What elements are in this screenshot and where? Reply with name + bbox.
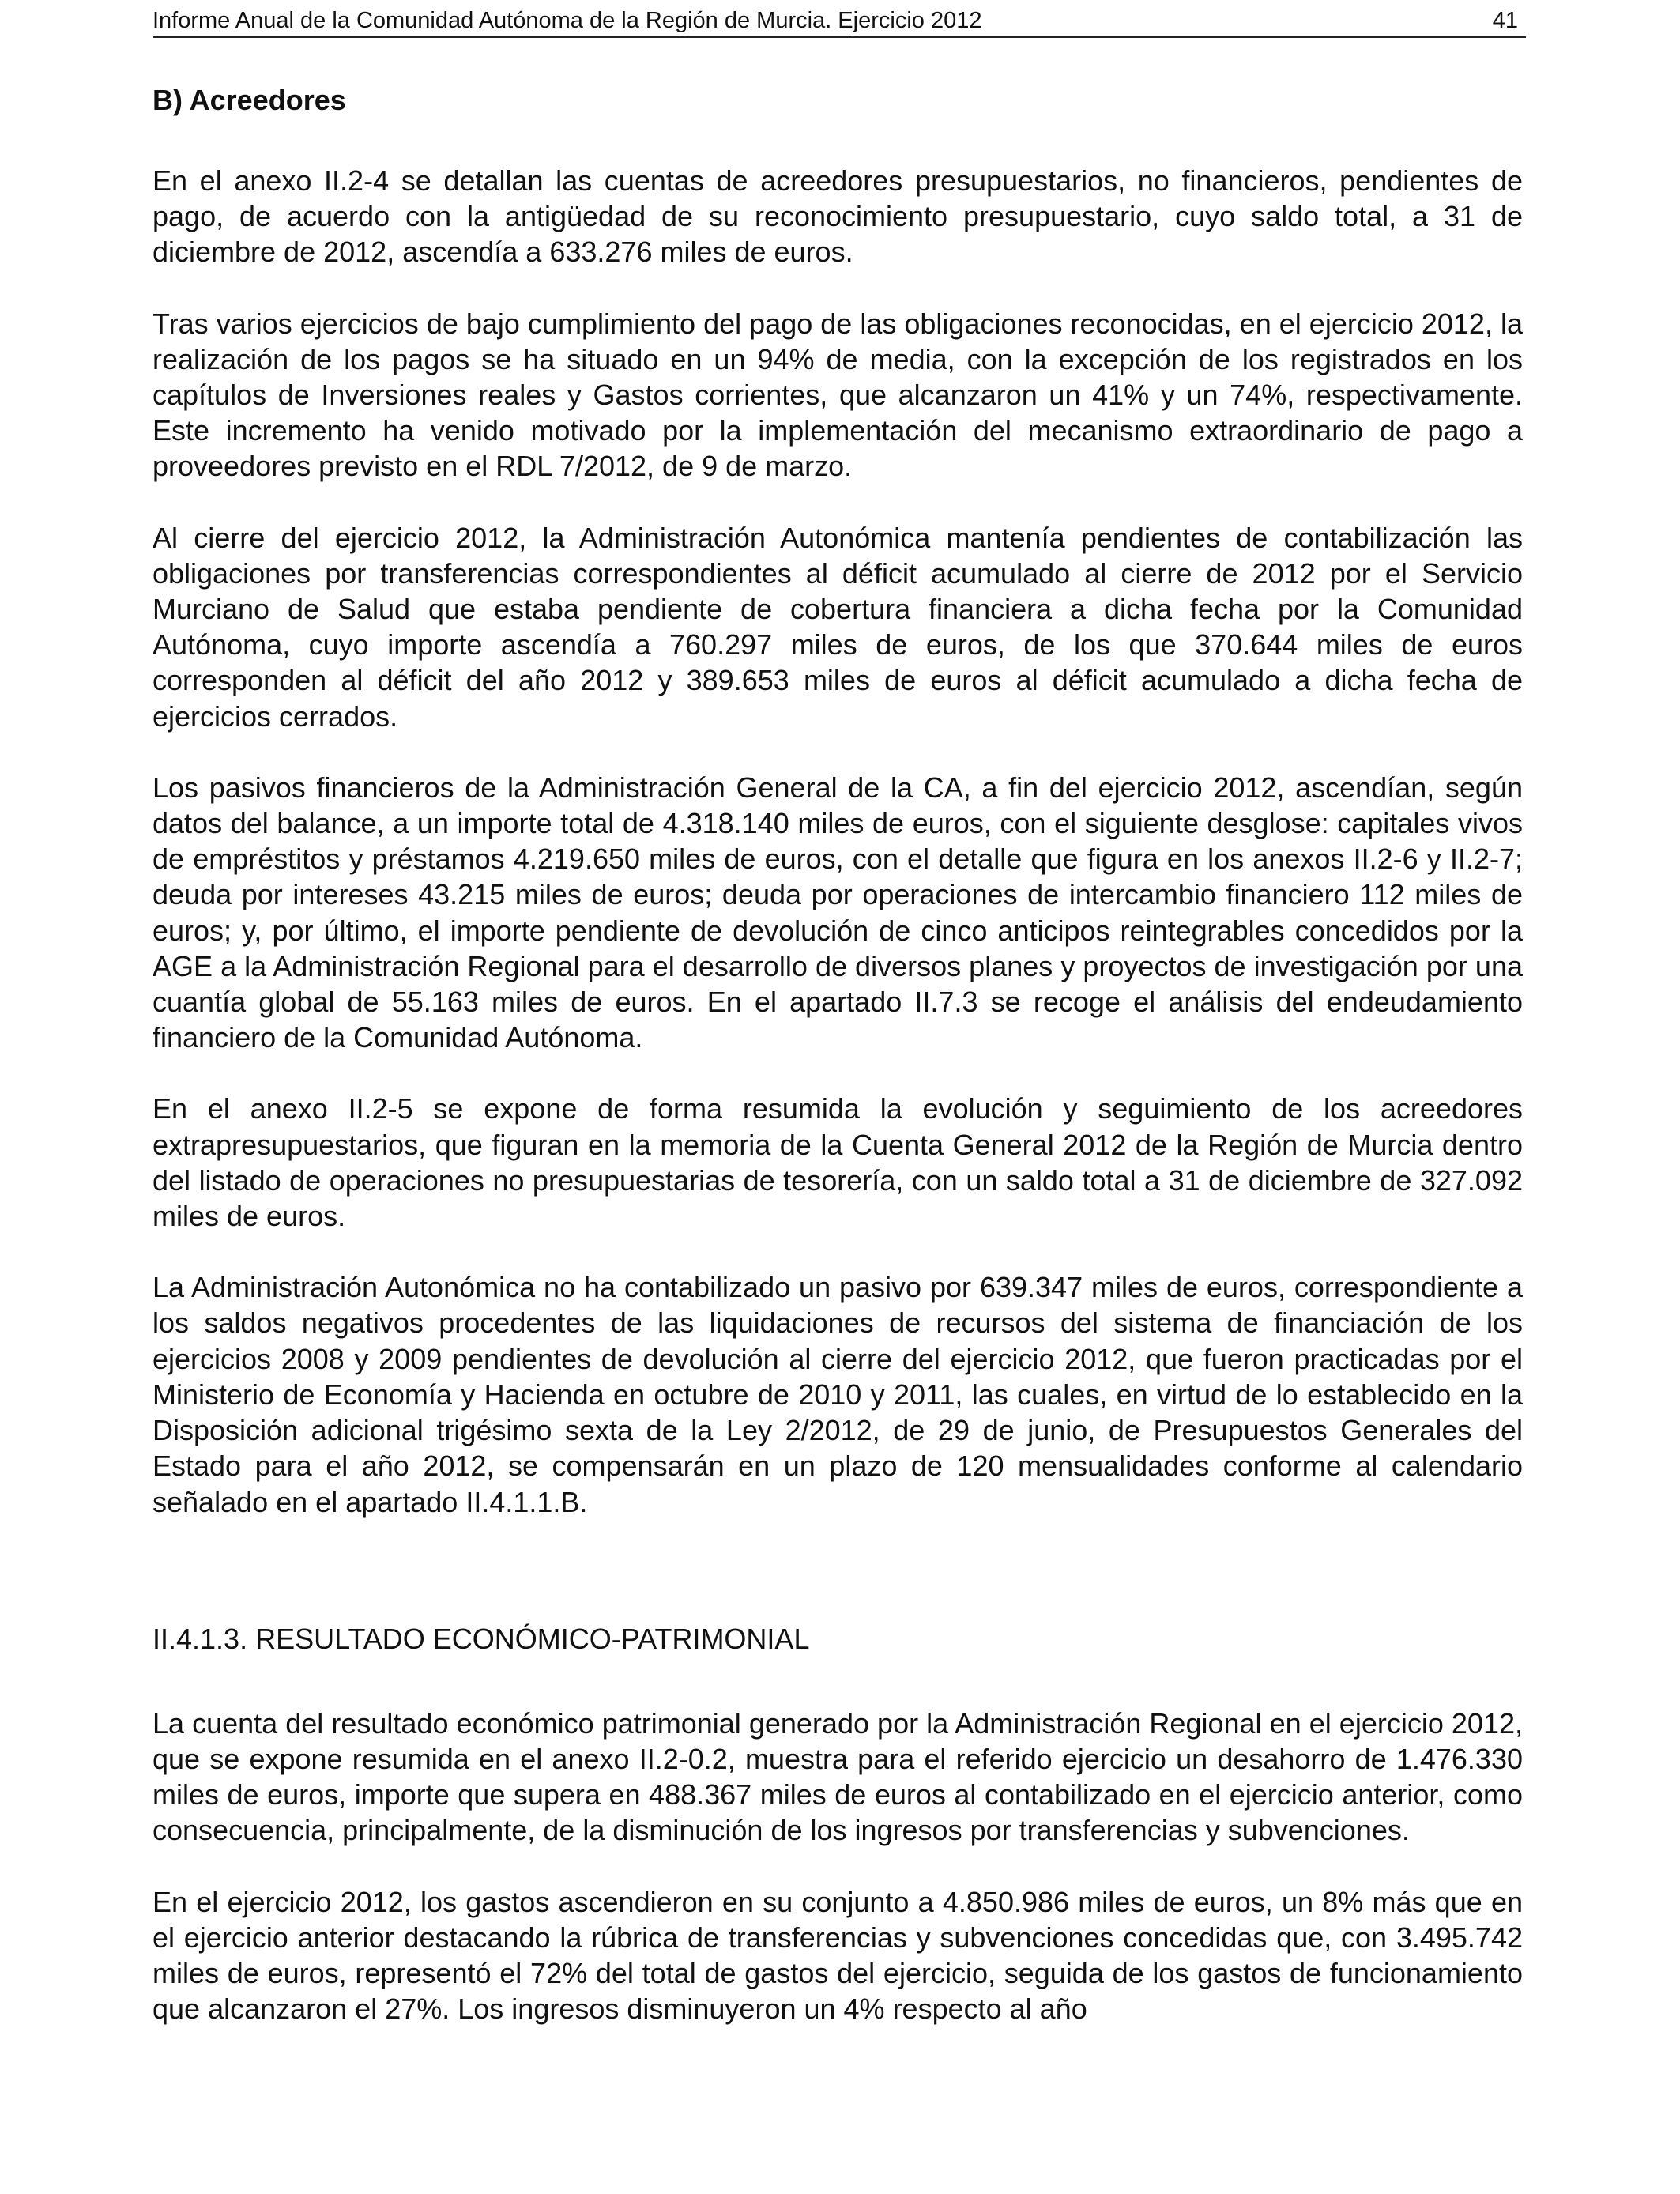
paragraph: En el ejercicio 2012, los gastos ascendieron en su conjunto a 4.850.986 miles de euros, un 8% más que en el ejercicio anterior destacando la rúbrica de transferencias y subvenciones concedidas que, con 3.495.742 miles de euros, representó el 72% del total de gastos del ejercicio, seguida de los gastos de funcionamiento que alcanzaron el 27%. Los ingresos disminuyeron un 4% respecto al año [153,1885,1523,2026]
page-header [153,5,1526,38]
page-number: 41 [1492,8,1518,33]
report-title: Informe Anual de la Comunidad Autónoma de la Región de Murcia. Ejercicio 2012 [153,8,982,33]
paragraph: Tras varios ejercicios de bajo cumplimiento del pago de las obligaciones reconocidas, en el ejercicio 2012, la realización de los pagos se ha situado en un 94% de media, con la excepción de los registrados en los capítulos de Inversiones reales y Gastos corrientes, que alcanzaron un 41% y un 74%, respectivamente. Este incremento ha venido motivado por la implementación del mecanismo extraordinario de pago a proveedores previsto en el RDL 7/2012, de 9 de marzo. [153,307,1523,483]
paragraph: En el anexo II.2-4 se detallan las cuentas de acreedores presupuestarios, no financieros, pendientes de pago, de acuerdo con la antigüedad de su reconocimiento presupuestario, cuyo saldo total, a 31 de diciembre de 2012, ascendía a 633.276 miles de euros. [153,164,1523,269]
paragraph: Los pasivos financieros de la Administración General de la CA, a fin del ejercicio 2012, ascendían, según datos del balance, a un importe total de 4.318.140 miles de euros, con el siguiente desglose: capitales vivos de empréstitos y préstamos 4.219.650 miles de euros, con el detalle que figura en los anexos II.2-6 y II.2-7; deuda por intereses 43.215 miles de euros; deuda por operaciones de intercambio financiero 112 miles de euros; y, por último, el importe pendiente de devolución de cinco anticipos reintegrables concedidos por la AGE a la Administración Regional para el desarrollo de diversos planes y proyectos de investigación por una cuantía global de 55.163 miles de euros. En el apartado II.7.3 se recoge el análisis del endeudamiento financiero de la Comunidad Autónoma. [153,771,1523,1054]
paragraph: La Administración Autonómica no ha contabilizado un pasivo por 639.347 miles de euros, correspondiente a los saldos negativos procedentes de las liquidaciones de recursos del sistema de financiación de los ejercicios 2008 y 2009 pendientes de devolución al cierre del ejercicio 2012, que fueron practicadas por el Ministerio de Economía y Hacienda en octubre de 2010 y 2011, las cuales, en virtud de lo establecido en la Disposición adicional trigésimo sexta de la Ley 2/2012, de 29 de junio, de Presupuestos Generales del Estado para el año 2012, se compensarán en un plazo de 120 mensualidades conforme al calendario señalado en el apartado II.4.1.1.B. [153,1271,1523,1518]
paragraph: En el anexo II.2-5 se expone de forma resumida la evolución y seguimiento de los acreedores extrapresupuestarios, que figuran en la memoria de la Cuenta General 2012 de la Región de Murcia dentro del listado de operaciones no presupuestarias de tesorería, con un saldo total a 31 de diciembre de 327.092 miles de euros. [153,1092,1523,1233]
section-heading-acreedores: B) Acreedores [153,84,346,116]
page-content [153,82,1523,2062]
section-heading-resultado-economico: II.4.1.3. RESULTADO ECONÓMICO-PATRIMONIAL [153,1622,810,1655]
paragraph: La cuenta del resultado económico patrimonial generado por la Administración Regional en el ejercicio 2012, que se expone resumida en el anexo II.2-0.2, muestra para el referido ejercicio un desahorro de 1.476.330 miles de euros, importe que supera en 488.367 miles de euros al contabilizado en el ejercicio anterior, como consecuencia, principalmente, de la disminución de los ingresos por transferencias y subvenciones. [153,1706,1523,1847]
paragraph: Al cierre del ejercicio 2012, la Administración Autonómica mantenía pendientes de contabilización las obligaciones por transferencias correspondientes al déficit acumulado al cierre de 2012 por el Servicio Murciano de Salud que estaba pendiente de cobertura financiera a dicha fecha por la Comunidad Autónoma, cuyo importe ascendía a 760.297 miles de euros, de los que 370.644 miles de euros corresponden al déficit del año 2012 y 389.653 miles de euros al déficit acumulado a dicha fecha de ejercicios cerrados. [153,521,1523,733]
